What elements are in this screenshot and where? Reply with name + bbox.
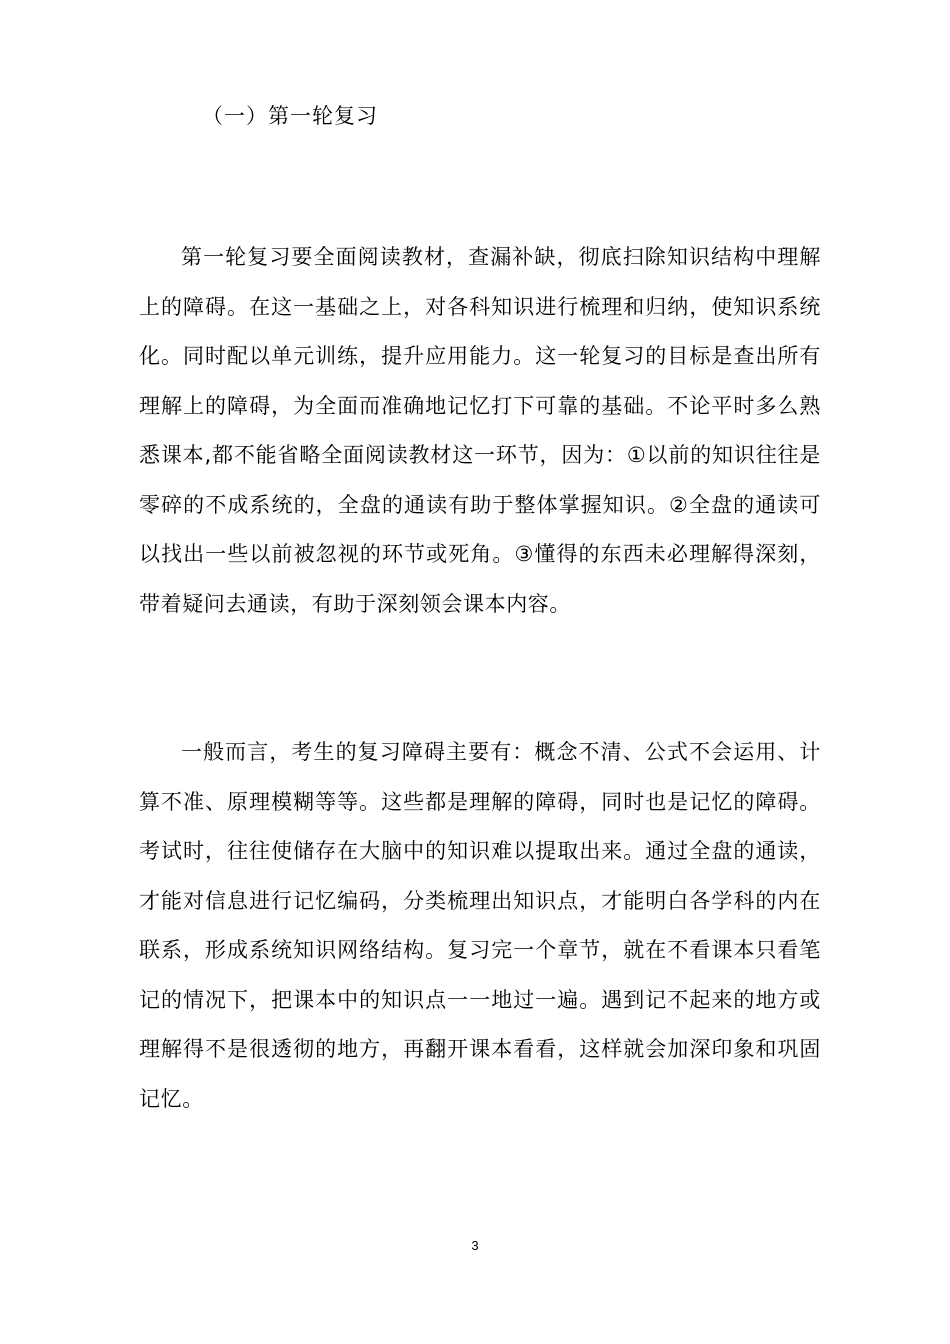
section-heading: （一）第一轮复习 [202,104,378,128]
paragraph-first-review: 第一轮复习要全面阅读教材，查漏补缺，彻底扫除知识结构中理解上的障碍。在这一基础之上，对各科知识进行梳理和归纳，使知识系统化。同时配以单元训练，提升应用能力。这一轮复习的目标是查出所有理解上的障碍，为全面而准确地记忆打下可靠的基础。不论平时多么熟悉课本,都不能省略全面阅读教材这一环节，因为：①以前的知识往往是零碎的不成系统的，全盘的通读有助于整体掌握知识。②全盘的通读可以找出一些以前被忽视的环节或死角。③懂得的东西未必理解得深刻，带着疑问去通读，有助于深刻领会课本内容。 [139,245,821,616]
page-number: 3 [471,1238,479,1253]
paragraph-review-obstacles: 一般而言，考生的复习障碍主要有：概念不清、公式不会运用、计算不准、原理模糊等等。这些都是理解的障碍，同时也是记忆的障碍。考试时，往往使储存在大脑中的知识难以提取出来。通过全盘的通读，才能对信息进行记忆编码，分类梳理出知识点，才能明白各学科的内在联系，形成系统知识网络结构。复习完一个章节，就在不看课本只看笔记的情况下，把课本中的知识点一一地过一遍。遇到记不起来的地方或理解得不是很透彻的地方，再翻开课本看看，这样就会加深印象和巩固记忆。 [139,740,821,1111]
